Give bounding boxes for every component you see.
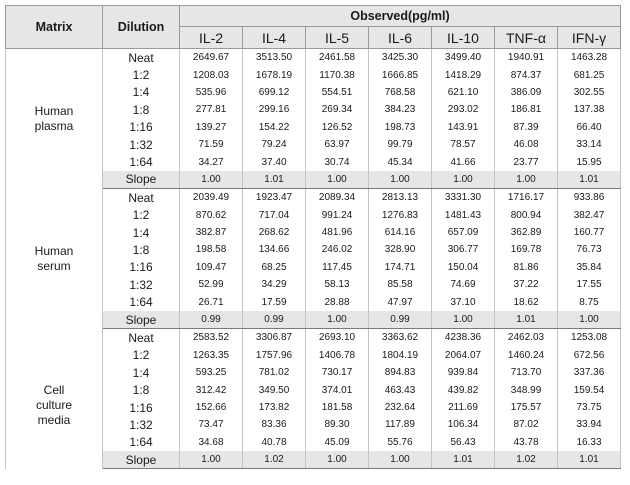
value-cell: 1276.83	[369, 207, 432, 224]
value-cell: 699.12	[243, 84, 306, 101]
value-cell: 46.08	[495, 136, 558, 153]
value-cell: 3331.30	[432, 189, 495, 207]
value-cell: 89.30	[306, 416, 369, 433]
value-cell: 4238.36	[432, 329, 495, 347]
dilution-cell: 1:4	[103, 224, 180, 241]
value-cell: 348.99	[495, 381, 558, 398]
value-cell: 681.25	[558, 66, 621, 83]
value-cell: 33.94	[558, 416, 621, 433]
dilution-cell: Neat	[103, 329, 180, 347]
value-cell: 1.01	[558, 451, 621, 469]
value-cell: 45.09	[306, 434, 369, 451]
dilution-cell: Neat	[103, 49, 180, 67]
value-cell: 870.62	[180, 207, 243, 224]
value-cell: 1.01	[243, 171, 306, 189]
value-cell: 730.17	[306, 364, 369, 381]
value-cell: 657.09	[432, 224, 495, 241]
dilution-cell: 1:8	[103, 241, 180, 258]
value-cell: 83.36	[243, 416, 306, 433]
value-cell: 463.43	[369, 381, 432, 398]
value-cell: 3306.87	[243, 329, 306, 347]
value-cell: 160.77	[558, 224, 621, 241]
value-cell: 74.69	[432, 276, 495, 293]
value-cell: 181.58	[306, 399, 369, 416]
value-cell: 349.50	[243, 381, 306, 398]
value-cell: 2583.52	[180, 329, 243, 347]
value-cell: 45.34	[369, 153, 432, 170]
value-cell: 1.02	[495, 451, 558, 469]
analyte-column-header: IL-2	[180, 27, 243, 49]
value-cell: 277.81	[180, 101, 243, 118]
value-cell: 81.86	[495, 259, 558, 276]
dilution-cell: 1:64	[103, 153, 180, 170]
value-cell: 1.00	[306, 171, 369, 189]
dilution-cell: 1:64	[103, 293, 180, 310]
analyte-column-header: IFN-γ	[558, 27, 621, 49]
value-cell: 874.37	[495, 66, 558, 83]
dilution-cell: 1:32	[103, 276, 180, 293]
value-cell: 3425.30	[369, 49, 432, 67]
value-cell: 1.01	[558, 171, 621, 189]
value-cell: 37.22	[495, 276, 558, 293]
value-cell: 34.27	[180, 153, 243, 170]
value-cell: 621.10	[432, 84, 495, 101]
value-cell: 41.66	[432, 153, 495, 170]
value-cell: 933.86	[558, 189, 621, 207]
value-cell: 299.16	[243, 101, 306, 118]
value-cell: 55.76	[369, 434, 432, 451]
value-cell: 1940.91	[495, 49, 558, 67]
value-cell: 79.24	[243, 136, 306, 153]
dilution-cell: 1:16	[103, 259, 180, 276]
value-cell: 1.00	[369, 171, 432, 189]
value-cell: 535.96	[180, 84, 243, 101]
value-cell: 1.00	[558, 311, 621, 329]
value-cell: 382.87	[180, 224, 243, 241]
value-cell: 34.29	[243, 276, 306, 293]
dilution-column-header: Dilution	[103, 6, 180, 49]
value-cell: 198.73	[369, 119, 432, 136]
value-cell: 1463.28	[558, 49, 621, 67]
value-cell: 106.34	[432, 416, 495, 433]
value-cell: 614.16	[369, 224, 432, 241]
value-cell: 17.55	[558, 276, 621, 293]
matrix-cell	[6, 49, 103, 189]
value-cell: 0.99	[243, 311, 306, 329]
dilution-cell: 1:32	[103, 416, 180, 433]
analyte-column-header: IL-10	[432, 27, 495, 49]
value-cell: 58.13	[306, 276, 369, 293]
value-cell: 76.73	[558, 241, 621, 258]
analyte-column-header: IL-4	[243, 27, 306, 49]
value-cell: 3499.40	[432, 49, 495, 67]
value-cell: 268.62	[243, 224, 306, 241]
value-cell: 8.75	[558, 293, 621, 310]
value-cell: 894.83	[369, 364, 432, 381]
value-cell: 554.51	[306, 84, 369, 101]
value-cell: 109.47	[180, 259, 243, 276]
matrix-label-line: serum	[37, 258, 71, 273]
value-cell: 99.79	[369, 136, 432, 153]
value-cell: 1406.78	[306, 347, 369, 364]
value-cell: 169.78	[495, 241, 558, 258]
value-cell: 0.99	[369, 311, 432, 329]
matrix-label-line: Human	[34, 243, 74, 258]
value-cell: 34.68	[180, 434, 243, 451]
value-cell: 2813.13	[369, 189, 432, 207]
value-cell: 2693.10	[306, 329, 369, 347]
value-cell: 2089.34	[306, 189, 369, 207]
analyte-column-header: IL-6	[369, 27, 432, 49]
value-cell: 139.27	[180, 119, 243, 136]
value-cell: 1757.96	[243, 347, 306, 364]
value-cell: 15.95	[558, 153, 621, 170]
value-cell: 768.58	[369, 84, 432, 101]
dilution-cell: 1:16	[103, 399, 180, 416]
value-cell: 68.25	[243, 259, 306, 276]
dilution-cell: 1:8	[103, 381, 180, 398]
value-cell: 26.71	[180, 293, 243, 310]
value-cell: 246.02	[306, 241, 369, 258]
dilution-cell: Neat	[103, 189, 180, 207]
dilution-cell: Slope	[103, 311, 180, 329]
value-cell: 1.00	[432, 311, 495, 329]
value-cell: 126.52	[306, 119, 369, 136]
value-cell: 0.99	[180, 311, 243, 329]
value-cell: 1716.17	[495, 189, 558, 207]
analyte-column-header: TNF-α	[495, 27, 558, 49]
value-cell: 35.84	[558, 259, 621, 276]
value-cell: 800.94	[495, 207, 558, 224]
dilution-cell: 1:2	[103, 207, 180, 224]
value-cell: 306.77	[432, 241, 495, 258]
dilution-cell: Slope	[103, 451, 180, 469]
value-cell: 781.02	[243, 364, 306, 381]
observed-group-header: Observed(pg/ml)	[180, 6, 621, 27]
value-cell: 211.69	[432, 399, 495, 416]
value-cell: 2462.03	[495, 329, 558, 347]
value-cell: 23.77	[495, 153, 558, 170]
value-cell: 1481.43	[432, 207, 495, 224]
value-cell: 293.02	[432, 101, 495, 118]
value-cell: 382.47	[558, 207, 621, 224]
value-cell: 1418.29	[432, 66, 495, 83]
value-cell: 73.47	[180, 416, 243, 433]
value-cell: 1253.08	[558, 329, 621, 347]
value-cell: 1.00	[180, 171, 243, 189]
value-cell: 1263.35	[180, 347, 243, 364]
matrix-cell	[6, 329, 103, 469]
matrix-column-header: Matrix	[6, 6, 103, 49]
value-cell: 2039.49	[180, 189, 243, 207]
value-cell: 1.00	[495, 171, 558, 189]
dilution-cell: 1:2	[103, 66, 180, 83]
value-cell: 87.02	[495, 416, 558, 433]
dilution-cell: 1:16	[103, 119, 180, 136]
dilution-cell: 1:4	[103, 364, 180, 381]
value-cell: 1804.19	[369, 347, 432, 364]
value-cell: 87.39	[495, 119, 558, 136]
value-cell: 269.34	[306, 101, 369, 118]
value-cell: 3513.50	[243, 49, 306, 67]
value-cell: 175.57	[495, 399, 558, 416]
value-cell: 302.55	[558, 84, 621, 101]
value-cell: 1.00	[306, 311, 369, 329]
value-cell: 1.00	[432, 171, 495, 189]
value-cell: 73.75	[558, 399, 621, 416]
value-cell: 16.33	[558, 434, 621, 451]
value-cell: 362.89	[495, 224, 558, 241]
value-cell: 481.96	[306, 224, 369, 241]
value-cell: 198.58	[180, 241, 243, 258]
value-cell: 143.91	[432, 119, 495, 136]
value-cell: 66.40	[558, 119, 621, 136]
matrix-label-line: media	[37, 413, 71, 428]
dilution-cell: 1:64	[103, 434, 180, 451]
value-cell: 593.25	[180, 364, 243, 381]
value-cell: 374.01	[306, 381, 369, 398]
value-cell: 37.10	[432, 293, 495, 310]
value-cell: 17.59	[243, 293, 306, 310]
value-cell: 63.97	[306, 136, 369, 153]
dilution-cell: 1:8	[103, 101, 180, 118]
value-cell: 186.81	[495, 101, 558, 118]
value-cell: 85.58	[369, 276, 432, 293]
matrix-label-line: Human	[34, 103, 74, 118]
value-cell: 56.43	[432, 434, 495, 451]
value-cell: 2064.07	[432, 347, 495, 364]
value-cell: 337.36	[558, 364, 621, 381]
matrix-label-line: Cell	[43, 383, 65, 398]
value-cell: 713.70	[495, 364, 558, 381]
matrix-label-line: culture	[35, 398, 73, 413]
dilution-cell: 1:4	[103, 84, 180, 101]
value-cell: 991.24	[306, 207, 369, 224]
value-cell: 78.57	[432, 136, 495, 153]
value-cell: 328.90	[369, 241, 432, 258]
value-cell: 384.23	[369, 101, 432, 118]
value-cell: 717.04	[243, 207, 306, 224]
value-cell: 173.82	[243, 399, 306, 416]
results-table-container	[5, 5, 620, 469]
value-cell: 386.09	[495, 84, 558, 101]
value-cell: 1.00	[369, 451, 432, 469]
value-cell: 1.00	[306, 451, 369, 469]
value-cell: 159.54	[558, 381, 621, 398]
value-cell: 117.45	[306, 259, 369, 276]
dilution-cell: 1:2	[103, 347, 180, 364]
value-cell: 1.01	[432, 451, 495, 469]
value-cell: 52.99	[180, 276, 243, 293]
value-cell: 1666.85	[369, 66, 432, 83]
value-cell: 1678.19	[243, 66, 306, 83]
value-cell: 1923.47	[243, 189, 306, 207]
value-cell: 137.38	[558, 101, 621, 118]
analyte-column-header: IL-5	[306, 27, 369, 49]
table-body	[6, 49, 621, 469]
value-cell: 37.40	[243, 153, 306, 170]
table-row	[6, 49, 621, 67]
value-cell: 1208.03	[180, 66, 243, 83]
table-header	[6, 6, 621, 49]
value-cell: 71.59	[180, 136, 243, 153]
value-cell: 47.97	[369, 293, 432, 310]
value-cell: 439.82	[432, 381, 495, 398]
value-cell: 28.88	[306, 293, 369, 310]
value-cell: 312.42	[180, 381, 243, 398]
value-cell: 672.56	[558, 347, 621, 364]
value-cell: 1460.24	[495, 347, 558, 364]
value-cell: 1.00	[180, 451, 243, 469]
table-row	[6, 329, 621, 347]
value-cell: 2649.67	[180, 49, 243, 67]
value-cell: 150.04	[432, 259, 495, 276]
value-cell: 3363.62	[369, 329, 432, 347]
value-cell: 134.66	[243, 241, 306, 258]
value-cell: 18.62	[495, 293, 558, 310]
value-cell: 1.01	[495, 311, 558, 329]
matrix-cell	[6, 189, 103, 329]
dilution-cell: 1:32	[103, 136, 180, 153]
value-cell: 117.89	[369, 416, 432, 433]
value-cell: 2461.58	[306, 49, 369, 67]
value-cell: 232.64	[369, 399, 432, 416]
value-cell: 1170.38	[306, 66, 369, 83]
dilution-cell: Slope	[103, 171, 180, 189]
matrix-label-line: plasma	[34, 118, 74, 133]
value-cell: 30.74	[306, 153, 369, 170]
value-cell: 33.14	[558, 136, 621, 153]
value-cell: 1.02	[243, 451, 306, 469]
value-cell: 174.71	[369, 259, 432, 276]
table-row	[6, 189, 621, 207]
value-cell: 152.66	[180, 399, 243, 416]
value-cell: 154.22	[243, 119, 306, 136]
value-cell: 40.78	[243, 434, 306, 451]
value-cell: 43.78	[495, 434, 558, 451]
value-cell: 939.84	[432, 364, 495, 381]
observed-concentration-table	[5, 5, 621, 469]
